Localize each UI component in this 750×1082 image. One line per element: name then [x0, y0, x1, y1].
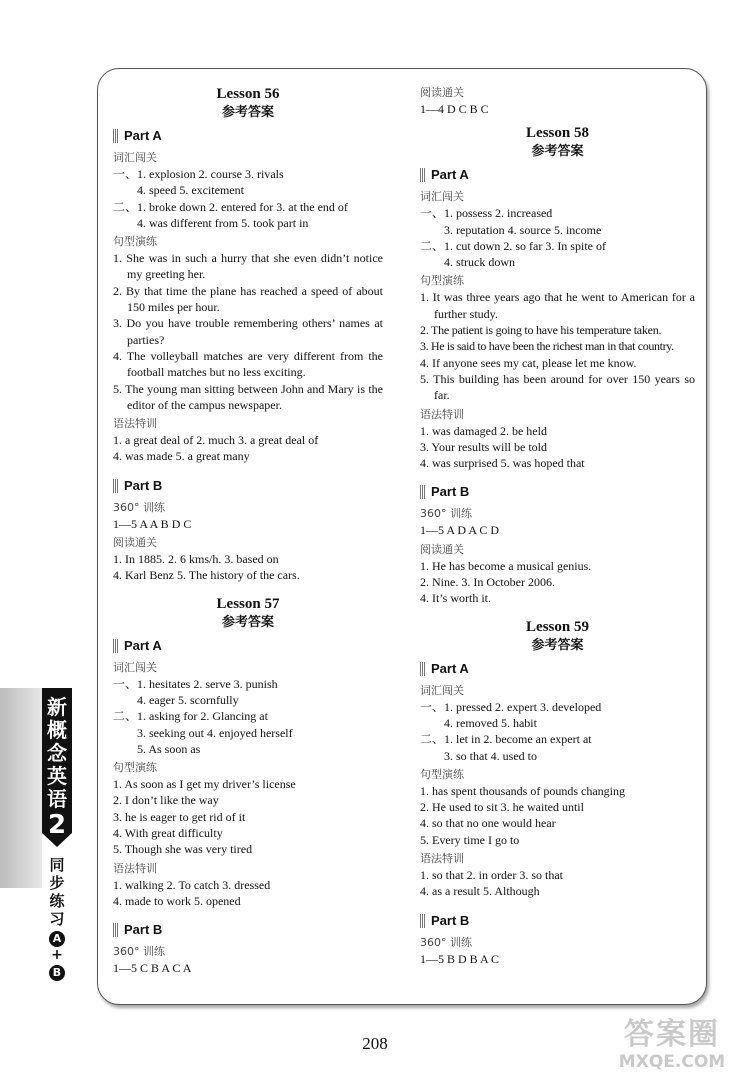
lesson-58-part-a: Part A: [420, 166, 695, 184]
left-column: [113, 84, 383, 977]
spine-number: 2: [47, 810, 67, 840]
lesson-56-part-b: Part B: [113, 477, 383, 495]
lesson-59-part-a: Part A: [420, 660, 695, 678]
pattern-line: 5. This building has been around for over 150 years so far.: [420, 371, 695, 403]
part-marker-icon: [113, 923, 118, 937]
vocab-line: 4. struck down: [444, 255, 515, 270]
grammar-line: 1. a great deal of 2. much 3. a great deal of: [113, 433, 319, 448]
training-line: 1—5 A D A C D: [420, 523, 500, 538]
vocab-line: 3. so that 4. used to: [444, 748, 537, 763]
part-marker-icon: [420, 485, 425, 499]
vocab-line: 二、1. cut down 2. so far 3. In spite of: [420, 238, 606, 253]
pattern-label: 句型演练: [420, 274, 464, 288]
pattern-line: 5. The young man sitting between John and Mary is the editor of the campus newspaper.: [113, 381, 383, 412]
vocab-line: 4. eager 5. scornfully: [137, 692, 239, 707]
part-marker-icon: [113, 129, 118, 143]
reading-label: 阅读通关: [113, 536, 157, 550]
lesson-58-part-b: Part B: [420, 483, 695, 501]
vocab-label: 词汇闯关: [113, 660, 157, 674]
pattern-line: 5. Every time I go to: [420, 832, 520, 847]
reading-line: 2. Nine. 3. In October 2006.: [420, 575, 555, 590]
training-label: 360° 训练: [420, 935, 472, 949]
part-marker-icon: [113, 639, 118, 653]
pattern-line: 3. He is said to have been the richest man in that country.: [420, 339, 674, 354]
spine-arrow-icon: [42, 833, 72, 847]
vocab-line: 二、1. broke down 2. entered for 3. at the end of: [113, 199, 348, 214]
site-watermark: 答案圈 MXQE.COM: [618, 1017, 726, 1072]
lesson-59-answer-key: 参考答案: [531, 637, 584, 653]
grammar-line: 3. Your results will be told: [420, 439, 548, 454]
pattern-label: 句型演练: [113, 235, 157, 249]
vocab-line: 二、1. let in 2. become an expert at: [420, 732, 592, 747]
lesson-58-title: Lesson 58: [526, 125, 589, 142]
training-line: 1—5 B D B A C: [420, 951, 500, 966]
pattern-line: 1. has spent thousands of pounds changing: [420, 783, 625, 798]
grammar-line: 4. as a result 5. Although: [420, 884, 540, 899]
reading-line: 1—4 D C B C: [420, 102, 489, 116]
pattern-line: 1. It was three years ago that he went to American for a further study.: [420, 290, 695, 321]
vocab-label: 词汇闯关: [113, 151, 157, 164]
part-marker-icon: [420, 168, 425, 182]
part-marker-icon: [420, 914, 425, 928]
training-label: 360° 训练: [113, 945, 165, 959]
vocab-line: 3. seeking out 4. enjoyed herself: [137, 725, 293, 740]
training-line: 1—5 C B A C A: [113, 961, 192, 976]
vocab-label: 词汇闯关: [420, 683, 464, 697]
training-label: 360° 训练: [113, 500, 165, 514]
pattern-line: 1. She was in such a hurry that she even didn’t notice my greeting her.: [113, 251, 383, 282]
book-spine: [0, 688, 78, 979]
lesson-56-title: Lesson 56: [216, 86, 280, 102]
part-marker-icon: [113, 479, 118, 493]
pattern-line: 1. As soon as I get my driver’s license: [113, 777, 296, 792]
spine-title: 新 概 念 英 语 2: [42, 688, 72, 833]
training-line: 1—5 A A B D C: [113, 516, 192, 531]
pattern-line: 3. Do you have trouble remembering others’ names at parties?: [113, 316, 383, 347]
pattern-label: 句型演练: [113, 761, 157, 775]
spine-shade: [0, 688, 42, 888]
vocab-line: 5. As soon as: [137, 741, 201, 756]
vocab-line: 4. removed 5. habit: [444, 715, 537, 730]
pattern-line: 4. If anyone sees my cat, please let me know.: [420, 355, 637, 370]
lesson-57-part-b: Part B: [113, 921, 383, 939]
reading-line: 1. He has become a musical genius.: [420, 558, 592, 573]
grammar-line: 1. walking 2. To catch 3. dressed: [113, 877, 271, 892]
lesson-56-part-a: Part A: [113, 127, 383, 145]
grammar-label: 语法特训: [113, 417, 157, 431]
training-label: 360° 训练: [420, 507, 472, 521]
vocab-line: 一、1. pressed 2. expert 3. developed: [420, 699, 602, 714]
lesson-57-answer-key: 参考答案: [221, 614, 274, 630]
grammar-line: 4. was surprised 5. was hoped that: [420, 456, 585, 471]
grammar-line: 1. so that 2. in order 3. so that: [420, 868, 563, 883]
lesson-59-part-b: Part B: [420, 912, 695, 930]
pattern-line: 4. so that no one would hear: [420, 816, 556, 831]
pattern-label: 句型演练: [420, 767, 464, 781]
grammar-line: 1. was damaged 2. be held: [420, 423, 547, 438]
vocab-line: 一、1. hesitates 2. serve 3. punish: [113, 676, 278, 691]
vocab-line: 二、1. asking for 2. Glancing at: [113, 709, 268, 724]
vocab-line: 一、1. explosion 2. course 3. rivals: [113, 167, 284, 181]
lesson-57-title: Lesson 57: [216, 595, 280, 612]
spine-subtitle: 同 步 练 习 A + B: [46, 856, 68, 982]
reading-line: 1. In 1885. 2. 6 kms/h. 3. based on: [113, 552, 279, 567]
lesson-58-answer-key: 参考答案: [531, 144, 584, 160]
pattern-line: 2. He used to sit 3. he waited until: [420, 800, 584, 815]
reading-line: 4. Karl Benz 5. The history of the cars.: [113, 568, 300, 583]
grammar-label: 语法特训: [420, 852, 464, 866]
pattern-line: 5. Though she was very tired: [113, 842, 253, 857]
right-column: [420, 82, 695, 967]
grammar-label: 语法特训: [113, 861, 157, 875]
grammar-line: 4. made to work 5. opened: [113, 893, 241, 908]
part-marker-icon: [420, 662, 425, 676]
grammar-label: 语法特训: [420, 407, 464, 421]
pattern-line: 2. I don’t like the way: [113, 793, 219, 808]
lesson-57-part-a: Part A: [113, 637, 383, 655]
badge-a: A: [49, 931, 65, 947]
vocab-line: 4. speed 5. excitement: [137, 183, 244, 198]
reading-label: 阅读通关: [420, 86, 464, 99]
reading-line: 4. It’s worth it.: [420, 591, 491, 606]
vocab-line: 一、1. possess 2. increased: [420, 206, 553, 221]
pattern-line: 2. By that time the plane has reached a speed of about 150 miles per hour.: [113, 283, 383, 315]
reading-label: 阅读通关: [420, 542, 464, 556]
pattern-line: 4. The volleyball matches are very different from the football matches but no less exciting.: [113, 348, 383, 380]
vocab-label: 词汇闯关: [420, 190, 464, 204]
grammar-line: 4. was made 5. a great many: [113, 449, 250, 464]
vocab-line: 4. was different from 5. took part in: [137, 215, 309, 230]
lesson-59-title: Lesson 59: [526, 618, 589, 635]
lesson-56-answer-key: 参考答案: [221, 105, 274, 120]
plus-sign: +: [51, 947, 63, 963]
vocab-line: 3. reputation 4. source 5. income: [444, 222, 602, 237]
page-number: 208: [362, 1034, 388, 1053]
pattern-line: 2. The patient is going to have his temperature taken.: [420, 323, 662, 338]
pattern-line: 3. he is eager to get rid of it: [113, 809, 246, 824]
badge-b: B: [49, 965, 65, 981]
pattern-line: 4. With great difficulty: [113, 826, 223, 841]
